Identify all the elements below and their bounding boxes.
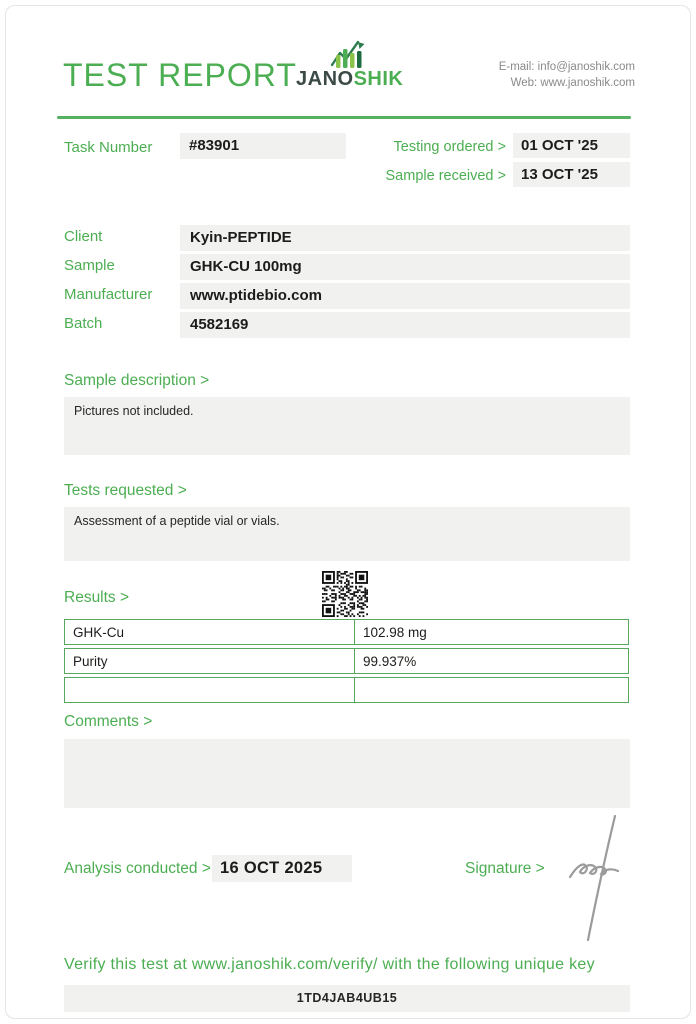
testing-ordered-label: Testing ordered > <box>393 139 506 155</box>
analysis-conducted-label: Analysis conducted > <box>64 860 211 877</box>
sample-received-label: Sample received > <box>385 168 506 184</box>
sample-value: GHK-CU 100mg <box>180 254 630 280</box>
client-value: Kyin-PEPTIDE <box>180 225 630 251</box>
chart-bars-icon <box>327 37 371 69</box>
info-row-client <box>0 225 696 251</box>
info-row-batch <box>0 312 696 338</box>
tests-requested-title: Tests requested > <box>64 482 187 499</box>
info-row-sample <box>0 254 696 280</box>
comments-box <box>64 739 630 808</box>
sample-description-box: Pictures not included. <box>64 397 630 455</box>
signature-label: Signature > <box>465 860 545 877</box>
janoshik-logo <box>296 37 402 91</box>
client-label: Client <box>64 228 103 245</box>
analysis-date-value: 16 OCT 2025 <box>212 855 352 882</box>
sample-description-title: Sample description > <box>64 372 210 389</box>
sample-label: Sample <box>64 257 115 274</box>
result-value: 102.98 mg <box>355 619 629 645</box>
info-row-manufacturer <box>0 283 696 309</box>
result-analyte <box>64 677 355 703</box>
task-number-value: #83901 <box>180 133 346 159</box>
contact-info <box>499 59 635 91</box>
logo-wordmark <box>296 68 402 91</box>
result-analyte: GHK-Cu <box>64 619 355 645</box>
signature-scribble <box>552 813 637 943</box>
logo-text-shik: SHIK <box>353 68 404 90</box>
contact-web: Web: www.janoshik.com <box>510 77 635 89</box>
logo-text-jano: JANO <box>296 68 354 90</box>
header-divider <box>57 116 631 119</box>
testing-ordered-value: 01 OCT '25 <box>513 133 630 158</box>
sample-received-value: 13 OCT '25 <box>513 162 630 187</box>
manufacturer-value: www.ptidebio.com <box>180 283 630 309</box>
tests-requested-box: Assessment of a peptide vial or vials. <box>64 507 630 561</box>
manufacturer-label: Manufacturer <box>64 286 153 303</box>
result-analyte: Purity <box>64 648 355 674</box>
verify-instruction: Verify this test at www.janoshik.com/verify/ with the following unique key <box>64 956 595 973</box>
results-row <box>64 619 629 645</box>
results-row <box>64 648 629 674</box>
results-row <box>64 677 629 703</box>
page-title: TEST REPORT <box>63 57 297 93</box>
unique-key-value: 1TD4JAB4UB15 <box>64 985 630 1012</box>
batch-value: 4582169 <box>180 312 630 338</box>
batch-label: Batch <box>64 315 103 332</box>
task-number-label: Task Number <box>64 139 153 156</box>
results-table <box>64 616 629 706</box>
result-value: 99.937% <box>355 648 629 674</box>
comments-title: Comments > <box>64 713 153 730</box>
results-title: Results > <box>64 589 130 606</box>
qr-code <box>322 571 368 617</box>
result-value <box>355 677 629 703</box>
contact-email: E-mail: info@janoshik.com <box>498 61 635 73</box>
